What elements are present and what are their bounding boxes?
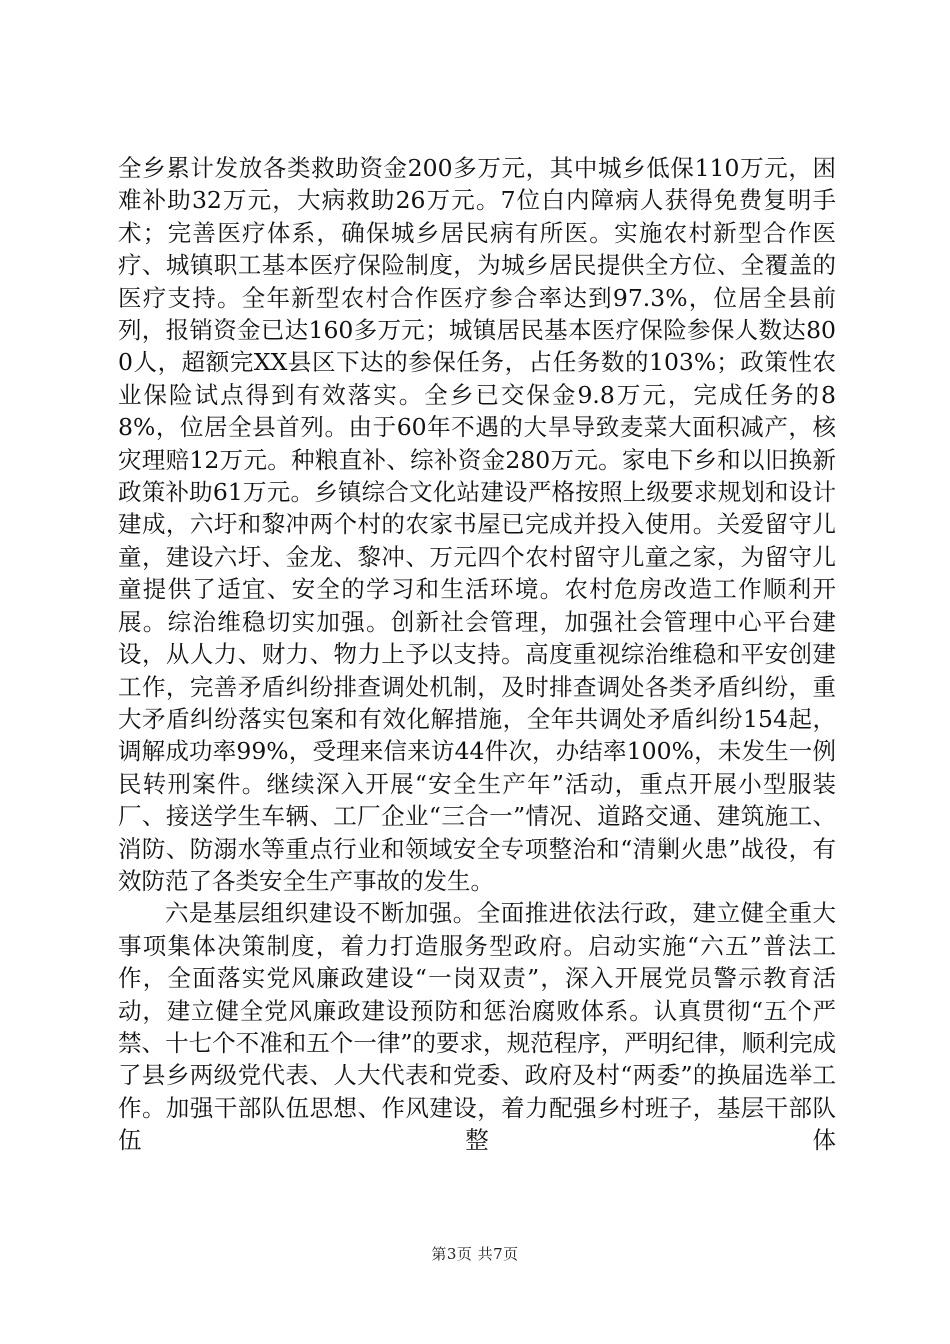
page-footer: 第3页 共7页: [431, 1245, 519, 1263]
paragraph-2: 六是基层组织建设不断加强。全面推进依法行政，建立健全重大事项集体决策制度，着力打造服务型政府。启动实施“六五”普法工作，全面落实党风廉政建设“一岗双责”，深入开展党员警示教育活动，建立健全党风廉政建设预防和惩治腐败体系。认真贯彻“五个严禁、十七个不准和五个一律”的要求，规范程序，严明纪律，顺利完成了县乡两级党代表、人大代表和党委、政府及村“两委”的换届选举工作。加强干部队伍思想、作风建设，着力配强乡村班子，基层干部队伍整体: [118, 899, 836, 1155]
paragraph-1: 全乡累计发放各类救助资金200多万元，其中城乡低保110万元，困难补助32万元，大病救助26万元。7位白内障病人获得免费复明手术；完善医疗体系，确保城乡居民病有所医。实施农村新型合作医疗、城镇职工基本医疗保险制度，为城乡居民提供全方位、全覆盖的医疗支持。全年新型农村合作医疗参合率达到97.3%，位居全县前列，报销资金已达160多万元；城镇居民基本医疗保险参保人数达800人，超额完XX县区下达的参保任务，占任务数的103%；政策性农业保险试点得到有效落实。全乡已交保金9.8万元，完成任务的88%，位居全县首列。由于60年不遇的大旱导致麦菜大面积减产，核灾理赔12万元。种粮直补、综补资金280万元。家电下乡和以旧换新政策补助61万元。乡镇综合文化站建设严格按照上级要求规划和设计建成，六圩和黎冲两个村的农家书屋已完成并投入使用。关爱留守儿童，建设六圩、金龙、黎冲、万元四个农村留守儿童之家，为留守儿童提供了适宜、安全的学习和生活环境。农村危房改造工作顺利开展。综治维稳切实加强。创新社会管理，加强社会管理中心平台建设，从人力、财力、物力上予以支持。高度重视综治维稳和平安创建工作，完善矛盾纠纷排查调处机制，及时排查调处各类矛盾纠纷，重大矛盾纠纷落实包案和有效化解措施，全年共调处矛盾纠纷154起，调解成功率99%，受理来信来访44件次，办结率100%，未发生一例民转刑案件。继续深入开展“安全生产年”活动，重点开展小型服装厂、接送学生车辆、工厂企业“三合一”情况、道路交通、建筑施工、消防、防溺水等重点行业和领域安全专项整治和“清剿火患”战役，有效防范了各类安全生产事故的发生。: [118, 154, 836, 895]
document-body: [118, 152, 836, 1157]
